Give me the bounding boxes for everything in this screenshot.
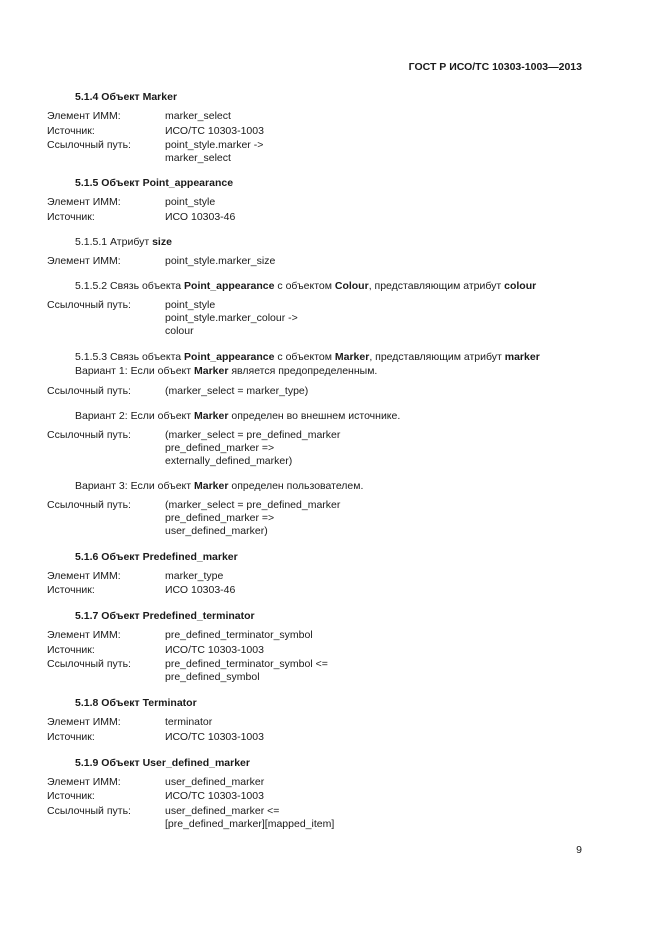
field-label: Источник: bbox=[47, 790, 95, 802]
field-value bbox=[165, 790, 587, 803]
value-line: pre_defined_marker => bbox=[165, 511, 275, 524]
value-line: point_style bbox=[165, 298, 216, 311]
bold-term: colour bbox=[504, 279, 537, 292]
value-line: ИСО 10303-46 bbox=[165, 584, 236, 596]
text-run: 5.1.5.1 Атрибут bbox=[75, 235, 153, 248]
value-line: user_defined_marker <= bbox=[165, 804, 280, 817]
document-header: ГОСТ Р ИСО/ТС 10303-1003—2013 bbox=[408, 61, 582, 73]
field-row bbox=[47, 139, 587, 165]
field-value bbox=[165, 629, 587, 642]
section-paragraph bbox=[75, 480, 587, 493]
section-paragraph bbox=[75, 236, 587, 249]
text-run: 5.1.5.3 Связь объекта bbox=[75, 350, 185, 363]
field-value bbox=[165, 731, 587, 744]
text-run: , представляющим атрибут bbox=[368, 279, 505, 292]
bold-term: size bbox=[152, 235, 172, 248]
section-heading bbox=[75, 91, 587, 104]
field-label: Источник: bbox=[47, 584, 95, 596]
field-row bbox=[47, 299, 587, 338]
value-line: pre_defined_terminator_symbol bbox=[165, 629, 313, 641]
field-label: Ссылочный путь: bbox=[47, 384, 131, 397]
field-row bbox=[47, 644, 587, 657]
bold-term: Point_appearance bbox=[184, 350, 275, 363]
value-line: (marker_select = pre_defined_marker bbox=[165, 428, 341, 441]
section bbox=[47, 610, 587, 684]
field-row bbox=[47, 211, 587, 224]
field-row bbox=[47, 716, 587, 729]
field-row bbox=[47, 125, 587, 138]
section-heading bbox=[75, 697, 587, 710]
field-label: Ссылочный путь: bbox=[47, 428, 131, 441]
value-line: point_style.marker_size bbox=[165, 254, 276, 267]
text-run: 5.1.9 Объект User_defined_marker bbox=[75, 756, 250, 769]
bold-term: Marker bbox=[193, 409, 229, 422]
text-run: 5.1.5 Объект Point_appearance bbox=[75, 177, 234, 189]
bold-term: Marker bbox=[193, 479, 229, 492]
value-line: (marker_select = marker_type) bbox=[165, 384, 309, 397]
field-value bbox=[165, 385, 587, 398]
field-row bbox=[47, 499, 587, 538]
text-run: 5.1.7 Объект Predefined_terminator bbox=[75, 610, 255, 622]
field-label: Ссылочный путь: bbox=[47, 804, 131, 817]
section bbox=[47, 410, 587, 468]
field-row bbox=[47, 731, 587, 744]
value-line: (marker_select = pre_defined_marker bbox=[165, 498, 341, 511]
value-line: pre_defined_marker => bbox=[165, 441, 275, 454]
field-label: Элемент ИММ: bbox=[47, 196, 121, 208]
value-line: externally_defined_marker) bbox=[165, 454, 293, 467]
text-run: Вариант 2: Если объект bbox=[75, 409, 194, 422]
value-line: user_defined_marker) bbox=[165, 524, 268, 537]
field-label: Источник: bbox=[47, 124, 95, 137]
bold-term: Marker bbox=[193, 364, 229, 377]
value-line: pre_defined_symbol bbox=[165, 671, 260, 683]
field-label: Ссылочный путь: bbox=[47, 498, 131, 511]
section bbox=[47, 697, 587, 744]
field-value bbox=[165, 299, 587, 338]
field-row bbox=[47, 776, 587, 789]
text-run: определен пользователем. bbox=[228, 479, 364, 492]
value-line: point_style bbox=[165, 196, 216, 208]
value-line: point_style.marker -> bbox=[165, 139, 264, 151]
field-value bbox=[165, 644, 587, 657]
text-run: 5.1.8 Объект Terminator bbox=[75, 697, 197, 709]
field-value bbox=[165, 805, 587, 831]
field-value bbox=[165, 110, 587, 123]
section bbox=[47, 91, 587, 165]
section bbox=[47, 177, 587, 224]
field-label: Элемент ИММ: bbox=[47, 775, 121, 788]
text-run: , представляющим атрибут bbox=[369, 350, 505, 363]
field-value bbox=[165, 196, 587, 209]
text-run: Вариант 1: Если объект bbox=[75, 364, 194, 377]
document-body bbox=[47, 91, 587, 831]
value-line: point_style.marker_colour -> bbox=[165, 311, 298, 324]
bold-term: Marker bbox=[334, 350, 370, 363]
section-heading bbox=[75, 551, 587, 564]
field-value bbox=[165, 716, 587, 729]
field-label: Элемент ИММ: bbox=[47, 569, 121, 582]
section-heading bbox=[75, 177, 587, 190]
value-line: user_defined_marker bbox=[165, 775, 265, 788]
field-row bbox=[47, 570, 587, 583]
field-row bbox=[47, 584, 587, 597]
field-row bbox=[47, 658, 587, 684]
value-line: ИСО 10303-46 bbox=[165, 210, 236, 223]
text-run: с объектом bbox=[274, 279, 335, 292]
field-value bbox=[165, 125, 587, 138]
field-label: Элемент ИММ: bbox=[47, 110, 121, 122]
field-value bbox=[165, 211, 587, 224]
field-row bbox=[47, 429, 587, 468]
field-label: Элемент ИММ: bbox=[47, 254, 121, 267]
field-row bbox=[47, 196, 587, 209]
field-row bbox=[47, 629, 587, 642]
text-run: является предопределенным. bbox=[228, 364, 378, 377]
field-label: Элемент ИММ: bbox=[47, 629, 121, 641]
variant-paragraph bbox=[75, 365, 587, 378]
section bbox=[47, 757, 587, 831]
section bbox=[47, 480, 587, 538]
bold-term: Colour bbox=[334, 279, 369, 292]
field-row bbox=[47, 255, 587, 268]
section-paragraph bbox=[75, 351, 587, 364]
value-line: marker_select bbox=[165, 152, 231, 164]
field-label: Ссылочный путь: bbox=[47, 298, 131, 311]
field-value bbox=[165, 429, 587, 468]
text-run: 5.1.5.2 Связь объекта bbox=[75, 279, 185, 292]
field-row bbox=[47, 790, 587, 803]
section bbox=[47, 551, 587, 598]
field-value bbox=[165, 139, 587, 165]
section bbox=[47, 351, 587, 398]
value-line: marker_select bbox=[165, 110, 231, 122]
field-label: Ссылочный путь: bbox=[47, 658, 131, 670]
section-heading bbox=[75, 757, 587, 770]
field-label: Источник: bbox=[47, 643, 95, 656]
field-value bbox=[165, 776, 587, 789]
value-line: [pre_defined_marker][mapped_item] bbox=[165, 817, 335, 830]
value-line: pre_defined_terminator_symbol <= bbox=[165, 658, 328, 670]
field-label: Источник: bbox=[47, 730, 95, 743]
value-line: ИСО/ТС 10303-1003 bbox=[165, 124, 264, 137]
value-line: terminator bbox=[165, 716, 213, 728]
field-row bbox=[47, 805, 587, 831]
field-label: Элемент ИММ: bbox=[47, 716, 121, 728]
text-run: с объектом bbox=[274, 350, 335, 363]
value-line: marker_type bbox=[165, 569, 224, 582]
section bbox=[47, 236, 587, 268]
value-line: ИСО/ТС 10303-1003 bbox=[165, 730, 264, 743]
field-value bbox=[165, 499, 587, 538]
section-paragraph bbox=[75, 410, 587, 423]
text-run: 5.1.4 Объект Marker bbox=[75, 91, 178, 103]
section-heading bbox=[75, 610, 587, 623]
field-value bbox=[165, 570, 587, 583]
field-label: Источник: bbox=[47, 210, 95, 223]
field-label: Ссылочный путь: bbox=[47, 139, 131, 151]
field-row bbox=[47, 385, 587, 398]
text-run: 5.1.6 Объект Predefined_marker bbox=[75, 550, 238, 563]
text-run: Вариант 3: Если объект bbox=[75, 479, 194, 492]
bold-term: marker bbox=[504, 350, 540, 363]
text-run: определен во внешнем источнике. bbox=[228, 409, 401, 422]
field-value bbox=[165, 658, 587, 684]
value-line: colour bbox=[165, 324, 194, 337]
bold-term: Point_appearance bbox=[184, 279, 275, 292]
field-value bbox=[165, 584, 587, 597]
value-line: ИСО/ТС 10303-1003 bbox=[165, 790, 264, 802]
field-row bbox=[47, 110, 587, 123]
section-paragraph bbox=[75, 280, 587, 293]
page-number: 9 bbox=[576, 844, 582, 856]
field-value bbox=[165, 255, 587, 268]
section bbox=[47, 280, 587, 338]
value-line: ИСО/ТС 10303-1003 bbox=[165, 643, 264, 656]
